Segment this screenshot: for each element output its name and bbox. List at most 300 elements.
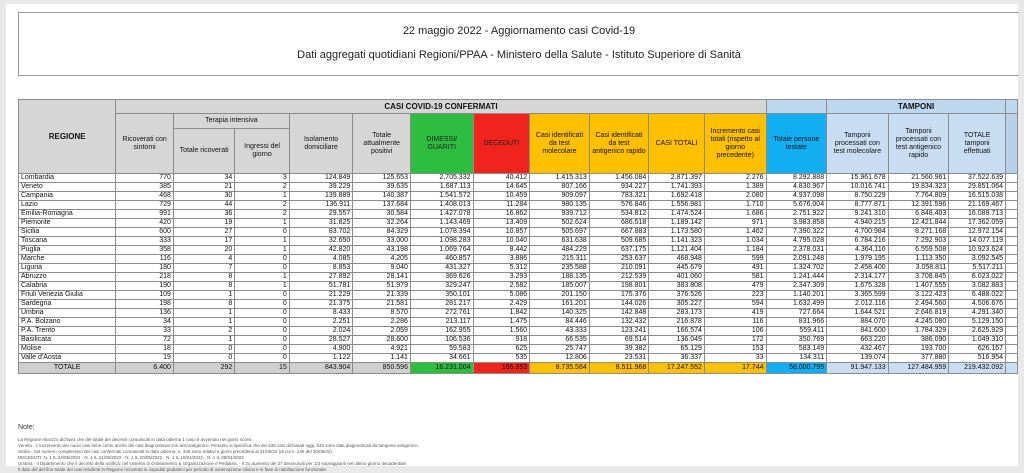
note-line: DECEDUTI: N. 1 IL 22/05/2022 - N. 4 IL 21/05/2022 - N. 1 IL 20/05/2022 - N. 1 IL 10/04/2022 - N. 1 IL 09/04/2022 [18, 455, 244, 460]
col-t-molecolare: Tamponi processati con test molecolare [827, 114, 889, 174]
value-cell: 132.432 [589, 318, 649, 327]
value-cell: 516.954 [949, 354, 1006, 363]
value-cell: 23.531 [589, 354, 649, 363]
notes-lines [18, 437, 578, 473]
value-cell: 385 [116, 183, 174, 192]
value-cell: 8.853 [289, 264, 353, 273]
value-cell: 1.408.013 [410, 201, 473, 210]
value-cell: 32.650 [289, 237, 353, 246]
value-cell: 1 [173, 291, 234, 300]
value-cell: 9.040 [353, 264, 411, 273]
value-cell: 65.129 [649, 345, 705, 354]
value-cell: 1.842 [473, 309, 530, 318]
value-cell: 1.141.323 [649, 237, 705, 246]
value-cell: 1 [173, 309, 234, 318]
value-cell: 25.747 [530, 345, 590, 354]
table-row [19, 255, 1018, 264]
value-cell: 2.276 [704, 174, 766, 183]
value-cell: 140.325 [530, 309, 590, 318]
value-cell: 84.329 [353, 228, 411, 237]
value-cell: 5.129.150 [949, 318, 1006, 327]
region-cell: Molise [19, 345, 116, 354]
value-cell: 30 [173, 192, 234, 201]
value-cell: 10.857 [473, 228, 530, 237]
value-cell: 0 [235, 336, 289, 345]
value-cell: 106 [704, 327, 766, 336]
value-cell: 4.364.116 [827, 246, 889, 255]
totals-cell: 91.947.133 [827, 363, 889, 374]
band-terapia-intensiva: Terapia intensiva [173, 114, 289, 129]
value-cell: 212.539 [589, 273, 649, 282]
value-cell: 4.085 [289, 255, 353, 264]
value-cell: 8 [173, 300, 234, 309]
value-cell: 125.653 [353, 174, 411, 183]
band-tamponi: TAMPONI [827, 100, 1006, 114]
region-cell: Abruzzo [19, 273, 116, 282]
cut-cell [1006, 192, 1018, 201]
value-cell: 281.217 [410, 300, 473, 309]
value-cell: 134.311 [766, 354, 827, 363]
value-cell: 783.321 [589, 192, 649, 201]
value-cell: 116 [704, 318, 766, 327]
value-cell: 1.034 [704, 237, 766, 246]
table-body [19, 174, 1018, 374]
value-cell: 283.173 [649, 309, 705, 318]
value-cell: 600 [116, 228, 174, 237]
value-cell: 8.750.229 [827, 192, 889, 201]
value-cell: 0 [235, 264, 289, 273]
value-cell: 770 [116, 174, 174, 183]
value-cell: 0 [235, 345, 289, 354]
value-cell: 386.090 [888, 336, 949, 345]
cut-cell [1006, 327, 1018, 336]
totals-cell: 17.744 [704, 363, 766, 374]
table-row [19, 354, 1018, 363]
totals-label: TOTALE [19, 363, 116, 374]
value-cell: 1.675.328 [827, 282, 889, 291]
value-cell: 460.857 [410, 255, 473, 264]
value-cell: 0 [235, 300, 289, 309]
value-cell: 1.184 [704, 246, 766, 255]
value-cell: 0 [235, 255, 289, 264]
table-row [19, 201, 1018, 210]
value-cell: 4.900 [289, 345, 353, 354]
value-cell: 1.141 [353, 354, 411, 363]
value-cell: 1.687.113 [410, 183, 473, 192]
value-cell: 3 [235, 174, 289, 183]
totals-cell: 843.904 [289, 363, 353, 374]
value-cell: 84.446 [530, 318, 590, 327]
value-cell: 21 [173, 183, 234, 192]
value-cell: 33 [116, 327, 174, 336]
region-cell: Valle d'Aosta [19, 354, 116, 363]
value-cell: 918 [473, 336, 530, 345]
value-cell: 2.080 [704, 192, 766, 201]
totals-cell: 6.400 [116, 363, 174, 374]
value-cell: 2.705.332 [410, 174, 473, 183]
value-cell: 10.459 [473, 192, 530, 201]
value-cell: 5.676.004 [766, 201, 827, 210]
col-ingressi: Ingressi del giorno [235, 129, 289, 174]
note-line: Il dato del del fino totale dei casi residenti in Regione ricoverati in ospedali pediatrici per periodo di osservazione clinica e in fase di riabilitazione funzionale. [18, 467, 328, 472]
value-cell: 535 [473, 354, 530, 363]
col-deceduti: DECEDUTI [473, 114, 530, 174]
value-cell: 166.574 [649, 327, 705, 336]
value-cell: 37.522.639 [949, 174, 1006, 183]
value-cell: 1 [235, 219, 289, 228]
totals-cell: 165.953 [473, 363, 530, 374]
value-cell: 144.026 [589, 300, 649, 309]
value-cell: 216.878 [649, 318, 705, 327]
value-cell: 3.886 [473, 255, 530, 264]
value-cell: 18 [116, 345, 174, 354]
value-cell: 626.167 [949, 345, 1006, 354]
value-cell: 1.474.524 [649, 210, 705, 219]
value-cell: 6.023.022 [949, 273, 1006, 282]
value-cell: 0 [235, 318, 289, 327]
value-cell: 210.091 [589, 264, 649, 273]
value-cell: 991 [116, 210, 174, 219]
value-cell: 2.314.177 [827, 273, 889, 282]
value-cell: 215.311 [530, 255, 590, 264]
value-cell: 39.229 [289, 183, 353, 192]
value-cell: 4.205 [353, 255, 411, 264]
value-cell: 139.889 [289, 192, 353, 201]
value-cell: 10.016.741 [827, 183, 889, 192]
value-cell: 2.429 [473, 300, 530, 309]
value-cell: 27 [173, 228, 234, 237]
value-cell: 2 [235, 183, 289, 192]
value-cell: 2.378.031 [766, 246, 827, 255]
value-cell: 193.700 [888, 345, 949, 354]
value-cell: 223 [704, 291, 766, 300]
value-cell: 7.764.809 [888, 192, 949, 201]
value-cell: 33 [704, 354, 766, 363]
value-cell: 4.700.984 [827, 228, 889, 237]
note-line: La Regione Abruzzo dichiara che del totale dei decessi comunicati in data odierna 1 caso è avvenuto nei giorni scorsi. [18, 437, 253, 442]
value-cell: 1.069.764 [410, 246, 473, 255]
value-cell: 420 [116, 219, 174, 228]
value-cell: 172 [704, 336, 766, 345]
value-cell: 663.220 [827, 336, 889, 345]
value-cell: 637.175 [589, 246, 649, 255]
totals-cell: 15 [235, 363, 289, 374]
value-cell: 445.679 [649, 264, 705, 273]
value-cell: 3.092.545 [949, 255, 1006, 264]
value-cell: 1.692.418 [649, 192, 705, 201]
totals-cell: 127.484.959 [888, 363, 949, 374]
value-cell: 1.121.404 [649, 246, 705, 255]
cut-cell [1006, 309, 1018, 318]
note-line: Sicilia - Sul numero complessivo dei casi confermati comunicati in data odierna, n. 345 sono relativi a giorni precedenti al 21/05/22 (di cui n. 245 del 20/05/22). [18, 449, 334, 454]
value-cell: 1.122 [289, 354, 353, 363]
totals-row [19, 363, 1018, 374]
value-cell: 305.227 [649, 300, 705, 309]
region-cell: Liguria [19, 264, 116, 273]
value-cell: 581 [704, 273, 766, 282]
value-cell: 3.122.423 [888, 291, 949, 300]
totals-cell: 219.432.092 [949, 363, 1006, 374]
value-cell: 1.049.310 [949, 336, 1006, 345]
col-positivi: Totale attualmente positivi [353, 114, 411, 174]
cut-cell [1006, 255, 1018, 264]
table-row [19, 345, 1018, 354]
value-cell: 4.291.340 [949, 309, 1006, 318]
value-cell: 1.475 [473, 318, 530, 327]
value-cell: 8.292.888 [766, 174, 827, 183]
value-cell: 686.518 [589, 219, 649, 228]
table-row [19, 273, 1018, 282]
table-row [19, 309, 1018, 318]
cut-cell [1006, 282, 1018, 291]
col-isolamento: Isolamento domiciliare [289, 114, 353, 174]
value-cell: 8 [173, 282, 234, 291]
value-cell: 350.101 [410, 291, 473, 300]
cut-cell [1006, 363, 1018, 374]
totals-cell: 58.000.795 [766, 363, 827, 374]
value-cell: 19 [173, 219, 234, 228]
value-cell: 1.427.078 [410, 210, 473, 219]
value-cell: 235.588 [530, 264, 590, 273]
value-cell: 12.421.844 [888, 219, 949, 228]
value-cell: 369.626 [410, 273, 473, 282]
value-cell: 188.135 [530, 273, 590, 282]
region-cell: Basilicata [19, 336, 116, 345]
value-cell: 1.784.329 [888, 327, 949, 336]
value-cell: 1.143.469 [410, 219, 473, 228]
cut-cell [1006, 336, 1018, 345]
value-cell: 40.412 [473, 174, 530, 183]
value-cell: 350.769 [766, 336, 827, 345]
region-cell: P.A. Trento [19, 327, 116, 336]
value-cell: 43.198 [353, 246, 411, 255]
value-cell: 2.625.929 [949, 327, 1006, 336]
value-cell: 841.600 [827, 327, 889, 336]
region-cell: Lombardia [19, 174, 116, 183]
value-cell: 3.082.883 [949, 282, 1006, 291]
value-cell: 83.702 [289, 228, 353, 237]
value-cell: 7 [173, 264, 234, 273]
value-cell: 491 [704, 264, 766, 273]
note-line: Umbria - Il Dipartimento che il decreto della notifica: nel sistema di Ordinamento & Organizzazione e Pediatria. - Il 2o aumento dei 27 decisionali per 1/3 sopraggiunti nel ultimo giorno decadentale. [18, 461, 408, 466]
value-cell: 36 [173, 210, 234, 219]
value-cell: 1.456.084 [589, 174, 649, 183]
cut-cell [1006, 291, 1018, 300]
region-cell: Friuli Venezia Giulia [19, 291, 116, 300]
totals-cell: 850.596 [353, 363, 411, 374]
value-cell: 884.070 [827, 318, 889, 327]
value-cell: 1 [235, 282, 289, 291]
value-cell: 116 [116, 255, 174, 264]
value-cell: 109 [116, 291, 174, 300]
value-cell: 1 [235, 237, 289, 246]
table-row [19, 300, 1018, 309]
table-row [19, 282, 1018, 291]
value-cell: 213.117 [410, 318, 473, 327]
table-row [19, 327, 1018, 336]
value-cell: 0 [235, 354, 289, 363]
value-cell: 16.089.713 [949, 210, 1006, 219]
value-cell: 599 [704, 255, 766, 264]
value-cell: 7.292.903 [888, 237, 949, 246]
cut-cell [1006, 210, 1018, 219]
value-cell: 4.795.028 [766, 237, 827, 246]
value-cell: 3.058.811 [888, 264, 949, 273]
value-cell: 137.684 [353, 201, 411, 210]
value-cell: 43.333 [530, 327, 590, 336]
value-cell: 971 [704, 219, 766, 228]
value-cell: 2.091.248 [766, 255, 827, 264]
value-cell: 6.848.403 [888, 210, 949, 219]
value-cell: 29.851.064 [949, 183, 1006, 192]
value-cell: 4.937.098 [766, 192, 827, 201]
table-row [19, 291, 1018, 300]
value-cell: 484.229 [530, 246, 590, 255]
value-cell: 594 [704, 300, 766, 309]
region-cell: Marche [19, 255, 116, 264]
value-cell: 2.871.397 [649, 174, 705, 183]
table-row [19, 174, 1018, 183]
value-cell: 729 [116, 201, 174, 210]
value-cell: 10.923.624 [949, 246, 1006, 255]
value-cell: 17.362.059 [949, 219, 1006, 228]
value-cell: 1.462 [704, 228, 766, 237]
value-cell: 21.229 [289, 291, 353, 300]
table-row [19, 318, 1018, 327]
value-cell: 34 [173, 174, 234, 183]
header-box [18, 12, 1019, 76]
value-cell: 807.166 [530, 183, 590, 192]
value-cell: 253.637 [589, 255, 649, 264]
value-cell: 980.135 [530, 201, 590, 210]
col-totale-ricoverati: Totale ricoverati [173, 129, 234, 174]
value-cell: 139.074 [827, 354, 889, 363]
value-cell: 2 [235, 201, 289, 210]
value-cell: 1.415.313 [530, 174, 590, 183]
value-cell: 1.113.350 [888, 255, 949, 264]
value-cell: 34 [116, 318, 174, 327]
value-cell: 8.271.168 [888, 228, 949, 237]
value-cell: 8.442 [473, 246, 530, 255]
value-cell: 667.883 [589, 228, 649, 237]
covid-data-table [18, 99, 1018, 374]
region-cell: Veneto [19, 183, 116, 192]
value-cell: 12.972.154 [949, 228, 1006, 237]
value-cell: 2.347.309 [766, 282, 827, 291]
col-testate: Totale persone testate [766, 114, 827, 174]
value-cell: 909.097 [530, 192, 590, 201]
value-cell: 1.324.702 [766, 264, 827, 273]
region-cell: Emilia-Romagna [19, 210, 116, 219]
value-cell: 509.685 [589, 237, 649, 246]
value-cell: 329.247 [410, 282, 473, 291]
col-casi-totali: CASI TOTALI [649, 114, 705, 174]
value-cell: 1.686 [704, 210, 766, 219]
value-cell: 6.784.216 [827, 237, 889, 246]
value-cell: 1.078.394 [410, 228, 473, 237]
value-cell: 505.697 [530, 228, 590, 237]
value-cell: 1.541.572 [410, 192, 473, 201]
value-cell: 934.227 [589, 183, 649, 192]
value-cell: 6.559.508 [888, 246, 949, 255]
value-cell: 13.409 [473, 219, 530, 228]
value-cell: 1 [235, 273, 289, 282]
value-cell: 727.664 [766, 309, 827, 318]
value-cell: 21.169.467 [949, 201, 1006, 210]
value-cell: 1.140.201 [766, 291, 827, 300]
value-cell: 3.983.858 [766, 219, 827, 228]
notes-section [18, 424, 578, 473]
value-cell: 0 [235, 291, 289, 300]
value-cell: 1 [173, 336, 234, 345]
value-cell: 4.506.676 [949, 300, 1006, 309]
value-cell: 583.149 [766, 345, 827, 354]
value-cell: 28.527 [289, 336, 353, 345]
region-cell: Campania [19, 192, 116, 201]
value-cell: 136.049 [649, 336, 705, 345]
value-cell: 161.201 [530, 300, 590, 309]
value-cell: 625 [473, 345, 530, 354]
cut-cell [1006, 318, 1018, 327]
region-cell: Puglia [19, 246, 116, 255]
value-cell: 180 [116, 264, 174, 273]
value-cell: 0 [235, 228, 289, 237]
value-cell: 19 [116, 354, 174, 363]
value-cell: 2.024 [289, 327, 353, 336]
value-cell: 0 [235, 327, 289, 336]
value-cell: 1.710 [704, 201, 766, 210]
value-cell: 12.391.596 [888, 201, 949, 210]
region-cell: P.A. Bolzano [19, 318, 116, 327]
cut-cell [1006, 228, 1018, 237]
totals-cell: 16.231.004 [410, 363, 473, 374]
value-cell: 5.517.211 [949, 264, 1006, 273]
value-cell: 8.433 [289, 309, 353, 318]
value-cell: 534.812 [589, 210, 649, 219]
value-cell: 2.059 [353, 327, 411, 336]
value-cell: 42.820 [289, 246, 353, 255]
value-cell: 69.514 [589, 336, 649, 345]
value-cell: 7.390.322 [766, 228, 827, 237]
value-cell: 30.584 [353, 210, 411, 219]
value-cell: 2 [173, 327, 234, 336]
value-cell: 185.007 [530, 282, 590, 291]
value-cell: 29.557 [289, 210, 353, 219]
value-cell: 33.000 [353, 237, 411, 246]
cut-cell [1006, 273, 1018, 282]
value-cell: 1.644.521 [827, 309, 889, 318]
value-cell: 39.635 [353, 183, 411, 192]
value-cell: 1.741.393 [649, 183, 705, 192]
value-cell: 28.141 [353, 273, 411, 282]
value-cell: 16.515.038 [949, 192, 1006, 201]
value-cell: 153 [704, 345, 766, 354]
value-cell: 4.940.215 [827, 219, 889, 228]
cut-cell [1006, 246, 1018, 255]
value-cell: 0 [173, 345, 234, 354]
value-cell: 376.526 [649, 291, 705, 300]
cut-cell [1006, 201, 1018, 210]
cut-cell [1006, 183, 1018, 192]
value-cell: 106.536 [410, 336, 473, 345]
value-cell: 11.284 [473, 201, 530, 210]
value-cell: 198 [116, 300, 174, 309]
value-cell: 136.911 [289, 201, 353, 210]
cut-cell [1006, 219, 1018, 228]
value-cell: 1.241.444 [766, 273, 827, 282]
cut-cell [1006, 237, 1018, 246]
value-cell: 8 [173, 273, 234, 282]
